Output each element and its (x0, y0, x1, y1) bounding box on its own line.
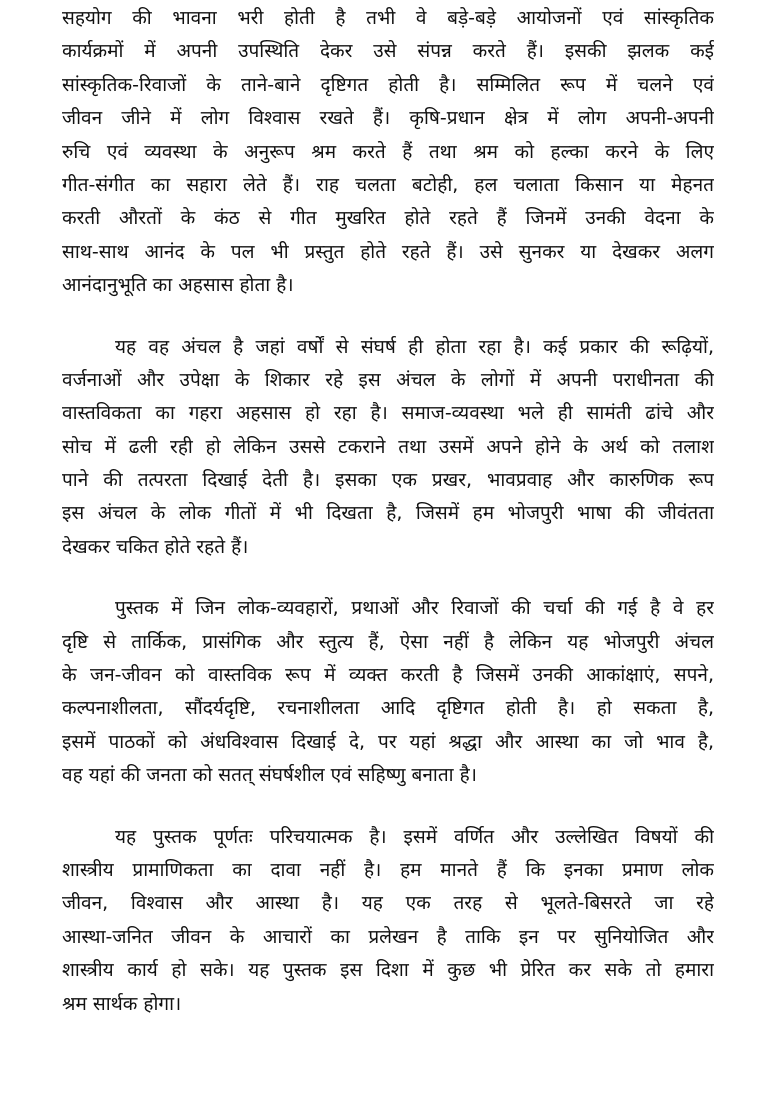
text-line: आस्था-जनित जीवन के आचारों का प्रलेखन है ताकि इन पर सुनियोजित और (62, 925, 714, 948)
text-line: वास्तविकता का गहरा अहसास हो रहा है। समाज-व्यवस्था भले ही सामंती ढांचे और (62, 402, 714, 425)
text-line: कार्यक्रमों में अपनी उपस्थिति देकर उसे संपन्न करते हैं। इसकी झलक कई (62, 40, 714, 63)
paragraph-gap (62, 793, 714, 821)
text-line: देखकर चकित होते रहते हैं। (62, 535, 249, 558)
text-line: वर्जनाओं और उपेक्षा के शिकार रहे इस अंचल के लोगों में अपनी पराधीनता की (62, 368, 714, 391)
paragraph-gap (62, 564, 714, 592)
text-line: आनंदानुभूति का अहसास होता है। (62, 274, 294, 297)
text-line: यह पुस्तक पूर्णतः परिचयात्मक है। इसमें वर्णित और उल्लेखित विषयों की (115, 825, 714, 848)
text-line: साथ-साथ आनंद के पल भी प्रस्तुत होते रहते हैं। उसे सुनकर या देखकर अलग (62, 240, 714, 263)
text-line: करती औरतों के कंठ से गीत मुखरित होते रहते हैं जिनमें उनकी वेदना के (62, 207, 714, 230)
text-line: जीवन जीने में लोग विश्वास रखते हैं। कृषि-प्रधान क्षेत्र में लोग अपनी-अपनी (62, 107, 714, 130)
text-line: सांस्कृतिक-रिवाजों के ताने-बाने दृष्टिगत होती है। सम्मिलित रूप में चलने एवं (62, 73, 714, 96)
text-line: पाने की तत्परता दिखाई देती है। इसका एक प्रखर, भावप्रवाह और कारुणिक रूप (62, 469, 714, 492)
paragraph (62, 592, 714, 792)
paragraph-gap (62, 303, 714, 331)
text-line: जीवन, विश्वास और आस्था है। यह एक तरह से भूलते-बिसरते जा रहे (62, 892, 714, 915)
text-line: रुचि एवं व्यवस्था के अनुरूप श्रम करते हैं तथा श्रम को हल्का करने के लिए (62, 140, 714, 163)
text-line: दृष्टि से तार्किक, प्रासंगिक और स्तुत्य हैं, ऐसा नहीं है लेकिन यह भोजपुरी अंचल (62, 630, 714, 653)
text-line: शास्त्रीय कार्य हो सके। यह पुस्तक इस दिशा में कुछ भी प्रेरित कर सके तो हमारा (62, 959, 714, 982)
document-page (62, 2, 714, 1021)
text-line: श्रम सार्थक होगा। (62, 992, 182, 1015)
text-line: गीत-संगीत का सहारा लेते हैं। राह चलता बटोही, हल चलाता किसान या मेहनत (62, 173, 714, 196)
text-line: यह वह अंचल है जहां वर्षों से संघर्ष ही होता रहा है। कई प्रकार की रूढ़ियों, (115, 335, 714, 358)
paragraph (62, 2, 714, 303)
text-line: के जन-जीवन को वास्तविक रूप में व्यक्त करती है जिसमें उनकी आकांक्षाएं, सपने, (62, 664, 714, 687)
text-line: पुस्तक में जिन लोक-व्यवहारों, प्रथाओं और रिवाजों की चर्चा की गई है वे हर (115, 597, 714, 620)
text-line: इसमें पाठकों को अंधविश्वास दिखाई दे, पर यहां श्रद्धा और आस्था का जो भाव है, (62, 730, 714, 753)
text-line: कल्पनाशीलता, सौंदर्यदृष्टि, रचनाशीलता आदि दृष्टिगत होती है। हो सकता है, (62, 697, 714, 720)
text-line: सहयोग की भावना भरी होती है तभी वे बड़े-बड़े आयोजनों एवं सांस्कृतिक (62, 7, 714, 29)
text-line: सोच में ढली रही हो लेकिन उससे टकराने तथा उसमें अपने होने के अर्थ को तलाश (62, 435, 714, 458)
paragraph (62, 331, 714, 565)
text-line: इस अंचल के लोक गीतों में भी दिखता है, जिसमें हम भोजपुरी भाषा की जीवंतता (62, 502, 714, 525)
paragraph (62, 821, 714, 1021)
text-line: शास्त्रीय प्रामाणिकता का दावा नहीं है। हम मानते हैं कि इनका प्रमाण लोक (62, 858, 714, 881)
text-line: वह यहां की जनता को सतत् संघर्षशील एवं सहिष्णु बनाता है। (62, 764, 477, 787)
